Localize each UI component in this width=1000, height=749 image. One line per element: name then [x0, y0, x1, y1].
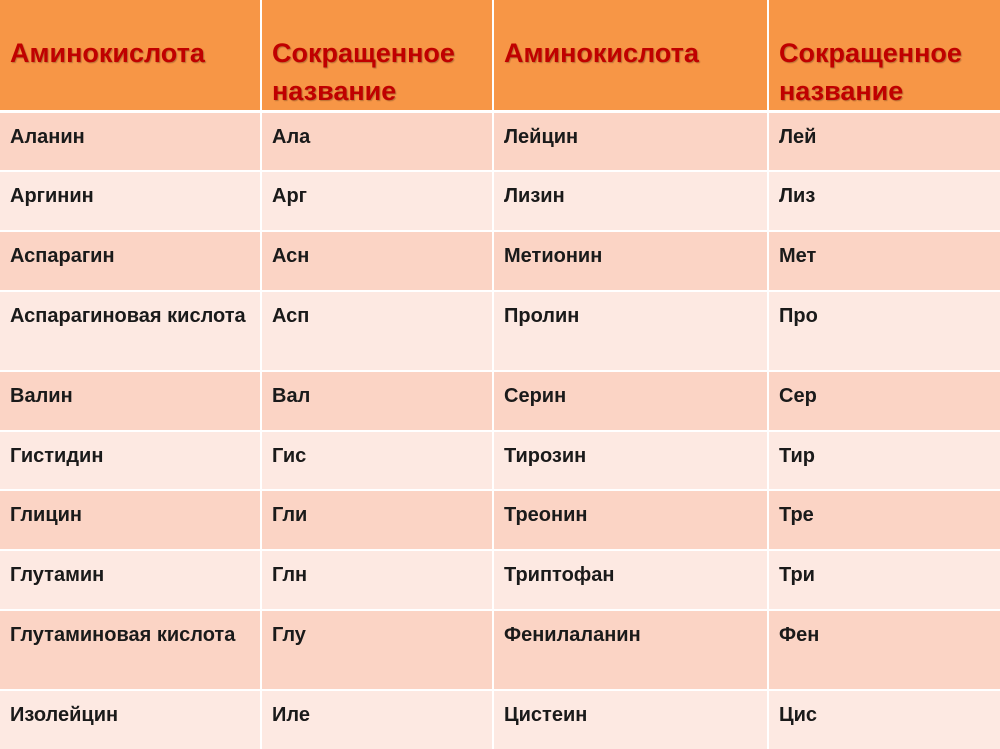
amino-acid-cell: Аланин — [0, 112, 261, 172]
short-name-cell: Асп — [261, 291, 493, 371]
amino-acid-cell: Лейцин — [493, 112, 768, 172]
short-name-cell: Иле — [261, 690, 493, 749]
amino-acid-cell: Триптофан — [493, 550, 768, 610]
short-name-cell: Три — [768, 550, 1000, 610]
table-row — [0, 112, 1000, 172]
short-name-cell: Гли — [261, 490, 493, 550]
amino-acid-cell: Метионин — [493, 231, 768, 291]
table-row — [0, 490, 1000, 550]
amino-acid-cell: Цистеин — [493, 690, 768, 749]
table-row — [0, 231, 1000, 291]
short-name-cell: Арг — [261, 171, 493, 231]
short-name-cell: Мет — [768, 231, 1000, 291]
short-name-cell: Про — [768, 291, 1000, 371]
amino-acid-cell: Аспарагин — [0, 231, 261, 291]
header-amino-acid-1: Аминокислота — [0, 0, 261, 112]
table-body — [0, 112, 1000, 749]
amino-acid-cell: Глицин — [0, 490, 261, 550]
short-name-cell: Глу — [261, 610, 493, 690]
table-row — [0, 690, 1000, 749]
amino-acid-cell: Валин — [0, 371, 261, 431]
short-name-cell: Лей — [768, 112, 1000, 172]
amino-acid-cell: Лизин — [493, 171, 768, 231]
amino-acid-cell: Гистидин — [0, 431, 261, 491]
table-row — [0, 371, 1000, 431]
header-short-name-1: Сокращенное название — [261, 0, 493, 112]
short-name-cell: Тир — [768, 431, 1000, 491]
short-name-cell: Гис — [261, 431, 493, 491]
short-name-cell: Лиз — [768, 171, 1000, 231]
header-short-name-2: Сокращенное название — [768, 0, 1000, 112]
amino-acid-cell: Аспарагиновая кислота — [0, 291, 261, 371]
amino-acid-cell: Серин — [493, 371, 768, 431]
table-row — [0, 171, 1000, 231]
short-name-cell: Глн — [261, 550, 493, 610]
short-name-cell: Фен — [768, 610, 1000, 690]
short-name-cell: Вал — [261, 371, 493, 431]
amino-acid-cell: Аргинин — [0, 171, 261, 231]
amino-acid-cell: Изолейцин — [0, 690, 261, 749]
amino-acid-cell: Тирозин — [493, 431, 768, 491]
amino-acid-cell: Пролин — [493, 291, 768, 371]
table-row — [0, 291, 1000, 371]
short-name-cell: Сер — [768, 371, 1000, 431]
table-row — [0, 431, 1000, 491]
amino-acid-cell: Фенилаланин — [493, 610, 768, 690]
table-row — [0, 610, 1000, 690]
short-name-cell: Асн — [261, 231, 493, 291]
amino-acid-cell: Треонин — [493, 490, 768, 550]
amino-acid-cell: Глутаминовая кислота — [0, 610, 261, 690]
header-row — [0, 0, 1000, 112]
short-name-cell: Тре — [768, 490, 1000, 550]
amino-acid-cell: Глутамин — [0, 550, 261, 610]
short-name-cell: Цис — [768, 690, 1000, 749]
table-row — [0, 550, 1000, 610]
table-header — [0, 0, 1000, 112]
short-name-cell: Ала — [261, 112, 493, 172]
header-amino-acid-2: Аминокислота — [493, 0, 768, 112]
